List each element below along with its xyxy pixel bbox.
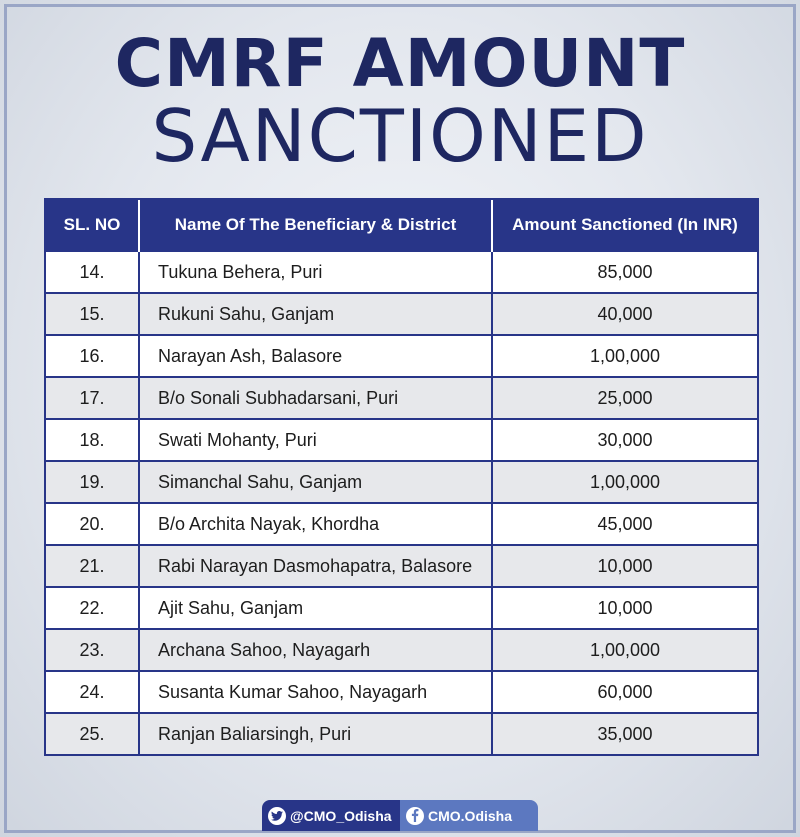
table-row xyxy=(46,293,757,335)
cell-amount: 1,00,000 xyxy=(492,461,757,503)
cell-amount: 10,000 xyxy=(492,587,757,629)
cell-sl-no: 14. xyxy=(46,251,139,293)
table-row xyxy=(46,629,757,671)
cell-amount: 45,000 xyxy=(492,503,757,545)
cell-sl-no: 17. xyxy=(46,377,139,419)
table-header-row xyxy=(46,200,757,251)
page-title-line-2: SANCTIONED xyxy=(151,94,649,178)
social-footer xyxy=(262,800,538,831)
beneficiary-table-container xyxy=(44,198,759,756)
table-row xyxy=(46,335,757,377)
cell-amount: 25,000 xyxy=(492,377,757,419)
cell-beneficiary-name: Rukuni Sahu, Ganjam xyxy=(139,293,492,335)
cell-sl-no: 20. xyxy=(46,503,139,545)
table-row xyxy=(46,713,757,754)
cell-amount: 1,00,000 xyxy=(492,629,757,671)
table-row xyxy=(46,377,757,419)
cell-beneficiary-name: B/o Archita Nayak, Khordha xyxy=(139,503,492,545)
cell-amount: 35,000 xyxy=(492,713,757,754)
header-beneficiary-name: Name Of The Beneficiary & District xyxy=(139,200,492,251)
cell-amount: 60,000 xyxy=(492,671,757,713)
table-row xyxy=(46,545,757,587)
twitter-link[interactable] xyxy=(262,800,400,831)
table-row xyxy=(46,587,757,629)
table-row xyxy=(46,419,757,461)
cell-sl-no: 18. xyxy=(46,419,139,461)
cell-amount: 40,000 xyxy=(492,293,757,335)
cell-beneficiary-name: Narayan Ash, Balasore xyxy=(139,335,492,377)
facebook-link[interactable] xyxy=(400,800,538,831)
header-sl-no: SL. NO xyxy=(46,200,139,251)
table-row xyxy=(46,671,757,713)
cell-sl-no: 16. xyxy=(46,335,139,377)
cell-beneficiary-name: Swati Mohanty, Puri xyxy=(139,419,492,461)
table-row xyxy=(46,461,757,503)
cell-sl-no: 24. xyxy=(46,671,139,713)
cell-amount: 85,000 xyxy=(492,251,757,293)
facebook-f-icon xyxy=(406,807,424,825)
cell-beneficiary-name: Rabi Narayan Dasmohapatra, Balasore xyxy=(139,545,492,587)
page-title-line-1: CMRF AMOUNT xyxy=(114,25,686,102)
facebook-handle: CMO.Odisha xyxy=(428,807,513,824)
cell-amount: 10,000 xyxy=(492,545,757,587)
cell-beneficiary-name: Susanta Kumar Sahoo, Nayagarh xyxy=(139,671,492,713)
cell-sl-no: 22. xyxy=(46,587,139,629)
cell-sl-no: 15. xyxy=(46,293,139,335)
beneficiary-table xyxy=(46,200,757,754)
cell-sl-no: 21. xyxy=(46,545,139,587)
cell-beneficiary-name: B/o Sonali Subhadarsani, Puri xyxy=(139,377,492,419)
cell-amount: 30,000 xyxy=(492,419,757,461)
cell-beneficiary-name: Ajit Sahu, Ganjam xyxy=(139,587,492,629)
twitter-bird-icon xyxy=(268,807,286,825)
table-row xyxy=(46,503,757,545)
cell-beneficiary-name: Tukuna Behera, Puri xyxy=(139,251,492,293)
twitter-handle: @CMO_Odisha xyxy=(290,807,392,824)
cell-sl-no: 25. xyxy=(46,713,139,754)
header-amount: Amount Sanctioned (In INR) xyxy=(492,200,757,251)
cell-amount: 1,00,000 xyxy=(492,335,757,377)
cell-beneficiary-name: Ranjan Baliarsingh, Puri xyxy=(139,713,492,754)
cell-sl-no: 23. xyxy=(46,629,139,671)
table-row xyxy=(46,251,757,293)
cell-beneficiary-name: Archana Sahoo, Nayagarh xyxy=(139,629,492,671)
cell-sl-no: 19. xyxy=(46,461,139,503)
cell-beneficiary-name: Simanchal Sahu, Ganjam xyxy=(139,461,492,503)
